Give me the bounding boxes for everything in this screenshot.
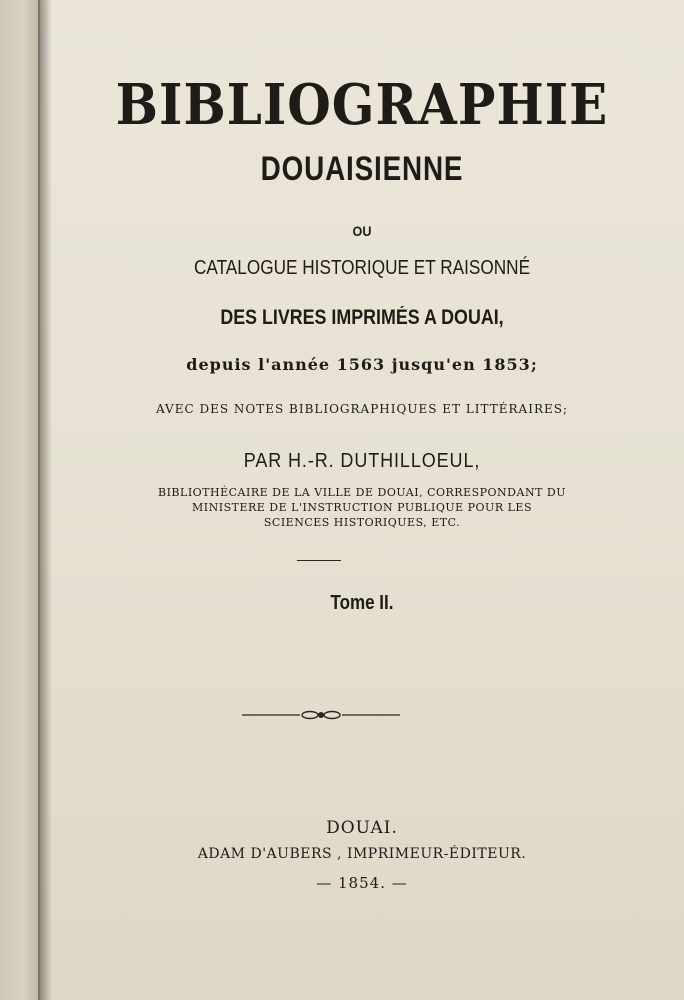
description-line-1: CATALOGUE HISTORIQUE ET RAISONNÉ — [193, 257, 531, 279]
volume-label: Tome II. — [330, 592, 394, 614]
author-line: PAR H.-R. DUTHILLOEUL, — [243, 450, 481, 472]
book-subtitle: DOUAISIENNE — [260, 150, 464, 188]
imprint-city: DOUAI. — [326, 818, 398, 838]
ornament-divider-icon — [240, 706, 402, 724]
imprint-printer: ADAM D'AUBERS , IMPRIMEUR-ÉDITEUR. — [197, 846, 527, 862]
spine-shadow — [38, 0, 52, 1000]
description-line-2: DES LIVRES IMPRIMÉS A DOUAI, — [220, 306, 504, 329]
credentials-line-1: BIBLIOTHÉCAIRE DE LA VILLE DE DOUAI, CORRESPONDANT DU — [158, 486, 566, 499]
description-line-3: depuis l'année 1563 jusqu'en 1853; — [186, 355, 538, 374]
credentials-line-2: MINISTERE DE L'INSTRUCTION PUBLIQUE POUR LES — [192, 501, 532, 514]
short-divider-rule — [297, 560, 341, 561]
book-title: BIBLIOGRAPHIE — [115, 71, 609, 138]
title-page — [40, 0, 684, 1000]
conjunction: OU — [352, 223, 372, 239]
facing-page-edge — [0, 0, 40, 1000]
imprint-year: — 1854. — — [316, 874, 408, 892]
credentials-line-3: SCIENCES HISTORIQUES, ETC. — [263, 516, 461, 529]
description-line-4: AVEC DES NOTES BIBLIOGRAPHIQUES ET LITTÉRAIRES; — [155, 402, 569, 416]
